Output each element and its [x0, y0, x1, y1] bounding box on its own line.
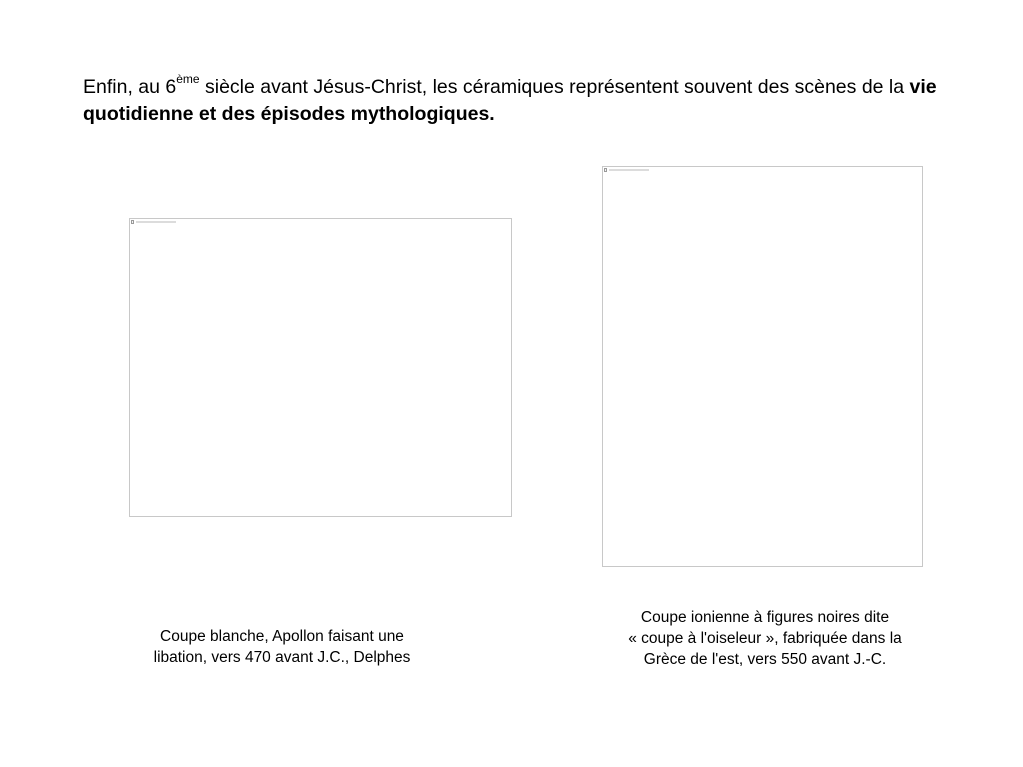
- left-caption-line-2: libation, vers 470 avant J.C., Delphes: [153, 649, 411, 666]
- broken-image-icon: [131, 220, 134, 224]
- broken-image-icon: [604, 168, 607, 172]
- right-caption-line-1: Coupe ionienne à figures noires dite: [640, 609, 890, 626]
- left-image-placeholder: [129, 218, 512, 517]
- alt-text-mark: [136, 221, 176, 223]
- intro-text-middle: siècle avant Jésus-Christ, les céramiques représentent souvent des scènes de la: [199, 76, 910, 98]
- intro-paragraph: [83, 71, 963, 128]
- intro-text-start: Enfin, au 6: [83, 76, 177, 98]
- left-caption-line-1: Coupe blanche, Apollon faisant une: [160, 628, 404, 645]
- right-caption: [605, 607, 925, 670]
- right-caption-line-2: « coupe à l'oiseleur », fabriquée dans la: [628, 630, 902, 647]
- right-image-placeholder: [602, 166, 923, 567]
- alt-text-mark: [609, 169, 649, 171]
- intro-bold-text: vie quotidienne et des épisodes mythologiques.: [83, 76, 937, 125]
- left-caption: [122, 626, 442, 668]
- right-caption-line-3: Grèce de l'est, vers 550 avant J.-C.: [643, 651, 887, 668]
- intro-superscript: ème: [176, 71, 200, 86]
